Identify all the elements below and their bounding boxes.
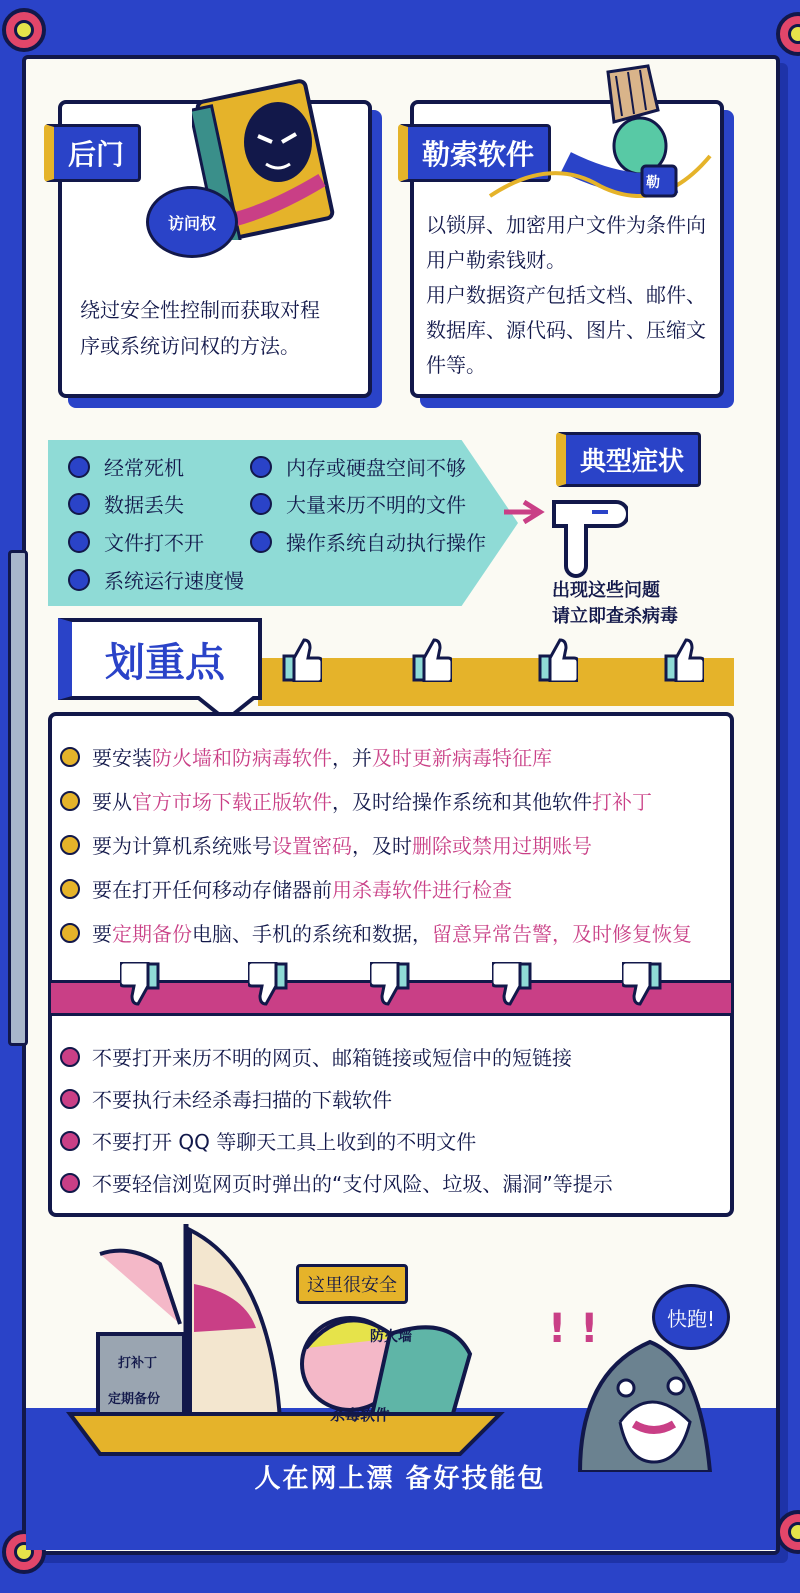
- bullet-icon: [60, 1089, 80, 1109]
- thumbs-down-icon: [622, 962, 662, 1008]
- symptoms-title: 典型症状: [556, 432, 701, 487]
- boat-scene-icon: [60, 1224, 520, 1464]
- rule-text: ，及时给操作系统和其他软件: [332, 790, 592, 814]
- backdoor-desc-line1: 绕过安全性控制而获取对程: [80, 298, 320, 322]
- rule-highlight: 用杀毒软件进行检查: [332, 878, 512, 902]
- bullet-icon: [250, 531, 272, 553]
- warning-line1: 出现这些问题: [552, 580, 660, 601]
- symptom-item: [68, 452, 184, 481]
- do-band: [258, 658, 734, 706]
- bullet-icon: [68, 493, 90, 515]
- bullet-icon: [60, 747, 80, 767]
- rule-text: 不要执行未经杀毒扫描的下载软件: [92, 1088, 392, 1112]
- do-rule: [92, 742, 552, 771]
- bullet-icon: [60, 879, 80, 899]
- ransomware-badge: 勒: [646, 175, 660, 191]
- rule-highlight: 打补丁: [592, 790, 652, 814]
- ransomware-tag: 勒索软件: [398, 124, 551, 182]
- symptom-item: [250, 452, 466, 481]
- rule-text: 要从: [92, 790, 132, 814]
- crate-label-backup: 定期备份: [108, 1392, 161, 1407]
- symptom-label: 经常死机: [104, 456, 184, 480]
- thermometer-gun-icon: [548, 492, 628, 582]
- bullet-icon: [68, 569, 90, 591]
- rule-text: 不要打开来历不明的网页、邮箱链接或短信中的短链接: [92, 1046, 572, 1070]
- symptom-item: [68, 527, 204, 556]
- backdoor-access-badge: 访问权: [146, 186, 238, 258]
- thumbs-up-icon: [412, 636, 452, 682]
- ransomware-line3: 用户数据资产包括文档、邮件、: [426, 283, 706, 307]
- bag-label-firewall: 防火墙: [370, 1329, 412, 1345]
- shark-icon: [560, 1332, 720, 1472]
- rule-highlight: 删除或禁用过期账号: [412, 834, 592, 858]
- rule-highlight: 官方市场下载正版软件: [132, 790, 332, 814]
- corner-ring-icon: [2, 8, 46, 52]
- symptom-item: [250, 489, 466, 518]
- ransomware-monster-icon: [480, 62, 730, 212]
- symptom-label: 文件打不开: [104, 531, 204, 555]
- ransomware-line1: 以锁屏、加密用户文件为条件向: [426, 213, 706, 237]
- bullet-icon: [60, 791, 80, 811]
- warning-line2: 请立即查杀病毒: [552, 606, 678, 627]
- rule-text: 不要打开 QQ 等聊天工具上收到的不明文件: [92, 1130, 477, 1154]
- symptom-item: [250, 527, 486, 556]
- rule-text: 要为计算机系统账号: [92, 834, 272, 858]
- key-points-title: 划重点: [58, 618, 262, 700]
- rule-text: ，及时: [352, 834, 412, 858]
- rule-text: 要在打开任何移动存储器前: [92, 878, 332, 902]
- bullet-icon: [250, 493, 272, 515]
- bullet-icon: [60, 923, 80, 943]
- dont-rule: [92, 1084, 392, 1113]
- ransomware-line2: 用户勒索钱财。: [426, 248, 566, 272]
- speech-bubble-run: 快跑!: [652, 1284, 730, 1350]
- bullet-icon: [60, 1047, 80, 1067]
- ransomware-line5: 件等。: [426, 353, 486, 377]
- side-tab: [8, 550, 28, 1046]
- symptom-item: [68, 565, 244, 594]
- backdoor-desc-line2: 序或系统访问权的方法。: [80, 334, 300, 358]
- exclamation-marks: ! !: [548, 1306, 599, 1352]
- thumbs-up-icon: [282, 636, 322, 682]
- thumbs-down-icon: [120, 962, 160, 1008]
- bullet-icon: [68, 531, 90, 553]
- symptom-label: 大量来历不明的文件: [286, 493, 466, 517]
- bottom-caption: 人在网上漂 备好技能包: [254, 1464, 546, 1494]
- rule-highlight: 防火墙和防病毒软件: [152, 746, 332, 770]
- rule-text: ，并: [332, 746, 372, 770]
- symptom-label: 数据丢失: [104, 493, 184, 517]
- backdoor-tag: 后门: [44, 124, 141, 182]
- rule-text: 不要轻信浏览网页时弹出的“支付风险、垃圾、漏洞”等提示: [92, 1172, 613, 1196]
- dont-rule: [92, 1168, 613, 1197]
- bullet-icon: [60, 835, 80, 855]
- rule-highlight: 及时更新病毒特征库: [372, 746, 552, 770]
- dont-rule: [92, 1042, 572, 1071]
- rule-highlight: 留意异常告警，及时修复恢复: [432, 922, 692, 946]
- bag-label-antivirus: 杀毒软件: [330, 1406, 391, 1424]
- do-rule: [92, 830, 592, 859]
- symptom-label: 操作系统自动执行操作: [286, 531, 486, 555]
- rule-highlight: 定期备份: [112, 922, 192, 946]
- thumbs-up-icon: [538, 636, 578, 682]
- thumbs-up-icon: [664, 636, 704, 682]
- corner-ring-icon: [776, 12, 800, 56]
- do-rule: [92, 786, 652, 815]
- do-rule: [92, 874, 512, 903]
- rule-highlight: 设置密码: [272, 834, 352, 858]
- do-rule: [92, 918, 692, 947]
- symptom-item: [68, 489, 184, 518]
- crate-label-patch: 打补丁: [118, 1356, 158, 1371]
- bullet-icon: [60, 1173, 80, 1193]
- rule-text: 要: [92, 922, 112, 946]
- arrow-icon: [500, 500, 550, 524]
- rule-text: 要安装: [92, 746, 152, 770]
- bullet-icon: [60, 1131, 80, 1151]
- thumbs-down-icon: [248, 962, 288, 1008]
- bullet-icon: [250, 456, 272, 478]
- speech-bubble-safe: 这里很安全: [296, 1264, 408, 1304]
- warning-text: [552, 578, 678, 630]
- bullet-icon: [68, 456, 90, 478]
- thumbs-down-icon: [370, 962, 410, 1008]
- dont-rule: [92, 1126, 476, 1155]
- rule-text: 电脑、手机的系统和数据，: [192, 922, 432, 946]
- thumbs-down-icon: [492, 962, 532, 1008]
- ransomware-line4: 数据库、源代码、图片、压缩文: [426, 318, 706, 342]
- symptom-label: 系统运行速度慢: [104, 569, 244, 593]
- symptom-label: 内存或硬盘空间不够: [286, 456, 466, 480]
